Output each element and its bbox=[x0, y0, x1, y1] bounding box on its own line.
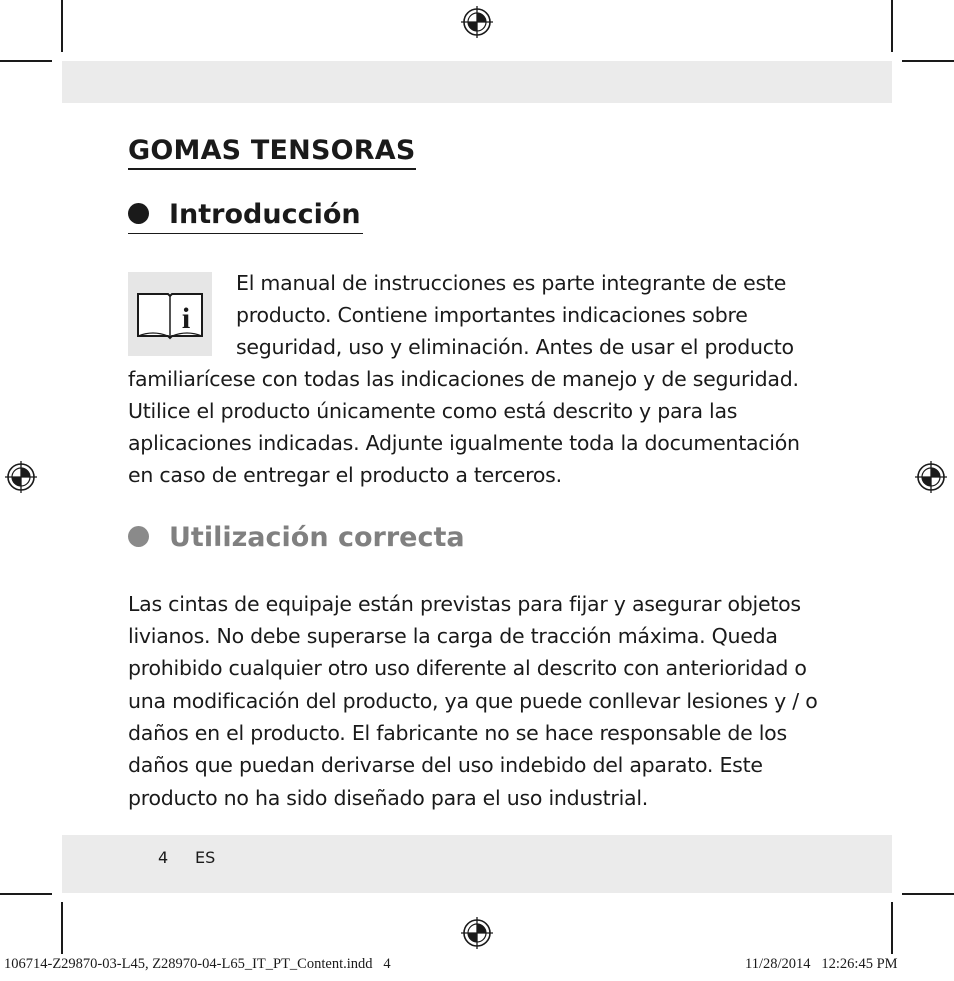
crop-mark bbox=[0, 60, 52, 62]
paragraph-line: daños que puedan derivarse del uso indebido del aparato. Este bbox=[128, 753, 763, 777]
paragraph-line: daños en el producto. El fabricante no se hace responsable de los bbox=[128, 721, 787, 745]
footer-band bbox=[62, 835, 892, 893]
section-heading-text: Utilización correcta bbox=[169, 522, 465, 553]
paragraph-line: una modificación del producto, ya que puede conllevar lesiones y / o bbox=[128, 689, 818, 713]
paragraph-line: livianos. No debe superarse la carga de tracción máxima. Queda bbox=[128, 624, 778, 648]
crop-mark bbox=[902, 893, 954, 895]
crop-mark bbox=[0, 893, 52, 895]
paragraph-line: Utilice el producto únicamente como está descrito y para las bbox=[128, 399, 738, 423]
bullet-icon bbox=[128, 203, 149, 224]
slug-datetime: 11/28/2014 12:26:45 PM bbox=[745, 956, 898, 972]
paragraph-line: prohibido cualquier otro uso diferente al descrito con anterioridad o bbox=[128, 656, 807, 680]
crop-mark bbox=[61, 0, 63, 52]
language-code: ES bbox=[195, 848, 216, 867]
paragraph-line: aplicaciones indicadas. Adjunte igualmente toda la documentación bbox=[128, 431, 800, 455]
paragraph-line: producto no ha sido diseñado para el uso industrial. bbox=[128, 786, 649, 810]
section-heading-utilizacion-correcta bbox=[128, 520, 465, 556]
page-title: GOMAS TENSORAS bbox=[128, 134, 416, 170]
section-heading-introduccion bbox=[128, 197, 363, 234]
page-number: 4 bbox=[158, 848, 169, 867]
paragraph-line: seguridad, uso y eliminación. Antes de usar el producto bbox=[236, 335, 794, 359]
registration-mark-icon bbox=[461, 917, 493, 949]
section-heading-text: Introducción bbox=[169, 199, 361, 230]
registration-mark-icon bbox=[461, 6, 493, 38]
registration-mark-icon bbox=[5, 461, 37, 493]
crop-mark bbox=[891, 902, 893, 954]
paragraph-line: en caso de entregar el producto a terceros. bbox=[128, 463, 562, 487]
registration-mark-icon bbox=[915, 461, 947, 493]
svg-text:i: i bbox=[181, 302, 191, 335]
bullet-icon bbox=[128, 526, 149, 547]
paragraph-line: familiarícese con todas las indicaciones de manejo y de seguridad. bbox=[128, 367, 799, 391]
paragraph-line: producto. Contiene importantes indicaciones sobre bbox=[236, 303, 748, 327]
crop-mark bbox=[891, 0, 893, 52]
paragraph-line: Las cintas de equipaje están previstas para fijar y asegurar objetos bbox=[128, 592, 801, 616]
crop-mark bbox=[61, 902, 63, 954]
info-manual-icon bbox=[128, 272, 212, 356]
header-band bbox=[62, 61, 892, 103]
slug-file-info: 106714-Z29870-03-L45, Z28970-04-L65_IT_PT_Content.indd 4 bbox=[4, 956, 391, 972]
paragraph-line: El manual de instrucciones es parte integrante de este bbox=[236, 271, 787, 295]
crop-mark bbox=[902, 60, 954, 62]
